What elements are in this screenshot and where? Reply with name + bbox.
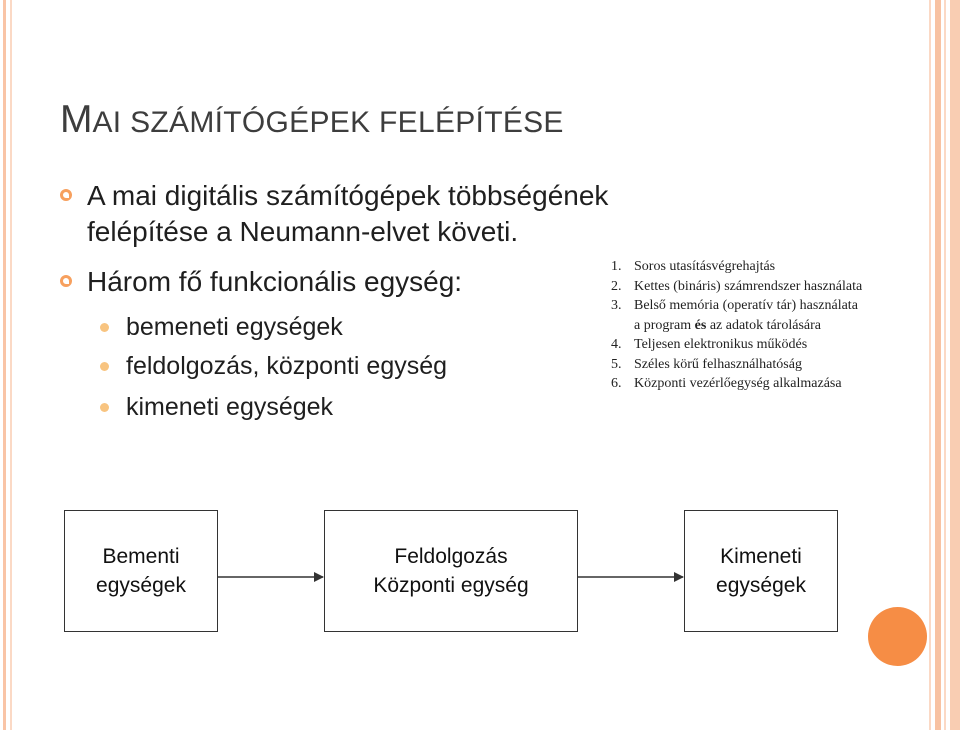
bullet-units-label: Három fő funkcionális egység: — [87, 266, 463, 297]
principle-text: Kettes (bináris) számrendszer használata — [634, 278, 863, 294]
bullet-neumann-line2: felépítése a Neumann-elvet követi. — [87, 216, 519, 247]
principle-text-after: az adatok tárolására — [706, 317, 821, 333]
principle-number: 1. — [611, 259, 622, 274]
input-units-box — [64, 510, 218, 632]
principle-text: Teljesen elektronikus működés — [634, 337, 808, 352]
orange-accent-circle — [868, 607, 927, 666]
process-box-line2: Központi egység — [373, 574, 529, 597]
principle-number: 6. — [611, 376, 622, 391]
principle-text: Belső memória (operatív tár) használata — [634, 298, 858, 313]
principle-number: 2. — [611, 278, 622, 294]
sub-bullet-input-text: bemeneti egységek — [126, 313, 343, 341]
bullet-neumann-line1: A mai digitális számítógépek többségének — [87, 180, 609, 211]
principle-text-before: a program — [634, 317, 695, 333]
output-units-box — [684, 510, 838, 632]
output-box-line2: egységek — [716, 574, 806, 597]
principle-number: 3. — [611, 298, 622, 313]
principle-text: Széles körű felhasználhatóság — [634, 356, 802, 372]
process-box-line1: Feldolgozás — [394, 545, 508, 568]
input-box-line1: Bementi — [102, 545, 180, 568]
principle-text: Központi vezérlőegység alkalmazása — [634, 376, 842, 391]
title-first-letter: M — [60, 98, 93, 141]
output-box-line1: Kimeneti — [720, 545, 802, 568]
principle-number: 5. — [611, 356, 622, 372]
sub-bullet-processing-text: feldolgozás, központi egység — [126, 352, 448, 380]
processing-unit-box — [324, 510, 578, 632]
title-rest: AI SZÁMÍTÓGÉPEK FELÉPÍTÉSE — [92, 106, 564, 139]
sub-bullet-output-text: kimeneti egységek — [126, 393, 334, 421]
principle-number: 4. — [611, 337, 622, 352]
principle-text-bold: és — [694, 317, 707, 333]
input-box-line2: egységek — [96, 574, 186, 597]
principle-text: Soros utasításvégrehajtás — [634, 259, 776, 274]
